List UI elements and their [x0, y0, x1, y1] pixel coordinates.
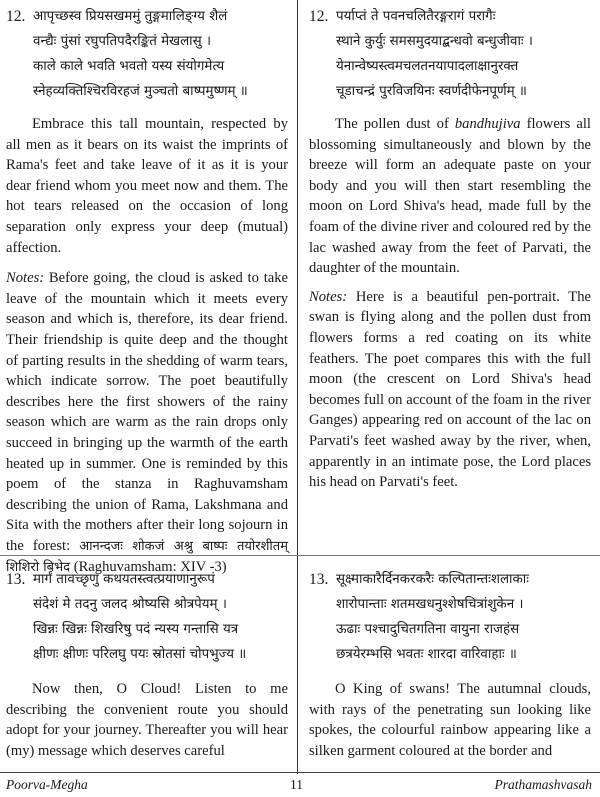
left-column — [6, 4, 288, 579]
translation-text: flowers all blossoming simultaneously and blown by the breeze will form an adequate paste on your body and you will then start resembling the moon on Lord Shiva's head, made full by the foam of the divine river and coloured red by the lac washed away from the feet of Parvati, the daughter of the mountain. — [309, 116, 591, 277]
notes-reference: (Raghuvamsham: XIV -3) — [70, 559, 227, 576]
verse-13-sanskrit-right — [309, 567, 591, 671]
verse-line: काले काले भवति भवतो यस्य संयोगमेत्य — [33, 59, 225, 74]
verse-line: स्नेहव्यक्तिश्चिरविरहजं मुञ्चतो बाष्पमुष्णम् ॥ — [33, 84, 248, 99]
footer-chapter-title: Prathamashvasah — [494, 777, 592, 792]
notes-sanskrit-quote: आनन्दजः शोकजं अश्रु बाष्पः तयोरशीतम् शिशिरो बिभेद — [6, 538, 288, 576]
verse-12-translation: Embrace this tall mountain, respected by all men as it bears on its waist the imprints of Rama's feet and take leave of it as it is your dear friend whom you meet now and them. The hot tears released on the occasion of long separation only express your deep (mutual) affection. — [6, 116, 288, 256]
verse-line: सूक्ष्माकारैर्दिनकरकरैः कल्पितान्तःशलाकाः — [336, 572, 529, 587]
verse-number: 12. — [6, 8, 26, 25]
verse-line: संदेशं मे तदनु जलद श्रोष्यसि श्रोत्रपेयम् । — [33, 597, 227, 612]
footer-rule — [0, 772, 600, 773]
notes-label: Notes: — [309, 288, 348, 305]
notes-text: Here is a beautiful pen-portrait. The swan is flying along and the pollen dust from flowers forms a red coating on its white feathers. The poet compares this with the full moon (the crescent on Lord Shiva's head becomes full on account of the foam in the river Ganges) appearing red on account of the lac on Parvati's feet washed away by the river, when, apparently in an intimate pose, the Lord places his head on Parvati's feet. — [309, 288, 591, 491]
verse-line: ऊढाः पश्चादुचितगतिना वायुना राजहंस — [336, 622, 520, 637]
verse-13-translation: Now then, O Cloud! Listen to me describing the convenient route you should adopt for your journey. Thereafter you will hear (my) message which deserves careful — [6, 681, 288, 759]
left-column-lower — [6, 567, 288, 761]
translation-text: The pollen dust of — [335, 116, 455, 132]
page-number: 11 — [290, 777, 303, 792]
verse-line: येनान्वेष्यस्त्वमचलतनयापादलाक्षानुरक्त — [336, 59, 519, 74]
verse-12-notes-right — [309, 287, 591, 493]
verse-line: खिन्नः खिन्नः शिखरिषु पदं न्यस्य गन्तासि यत्र — [33, 622, 239, 637]
section-divider — [0, 555, 600, 556]
notes-label: Notes: — [6, 270, 45, 287]
verse-line: पर्याप्तं ते पवनचलितैरङ्गरागं परागैः — [336, 9, 496, 24]
right-column — [309, 4, 591, 493]
verse-line: मार्गं तावच्छृणु कथयतस्त्वत्प्रयाणानुरूपं — [33, 572, 215, 587]
verse-line: क्षीणः क्षीणः परिलघु पयः स्रोतसां चोपभुज्य ॥ — [33, 647, 247, 662]
verse-13-translation-right: O King of swans! The autumnal clouds, with rays of the penetrating sun looking like spokes, the colourful rainbow appearing like a silken garment coloured at the border and — [309, 681, 591, 759]
verse-number: 12. — [309, 8, 329, 25]
verse-line: शारोपान्ताः शतमखधनुश्शेषचित्रांशुकेन । — [336, 597, 524, 612]
verse-12-notes — [6, 268, 288, 579]
column-divider — [297, 0, 298, 774]
verse-12-translation-right — [309, 114, 591, 279]
page-footer — [0, 775, 600, 795]
verse-line: वन्द्यैः पुंसां रघुपतिपदैरङ्कितं मेखलासु । — [33, 34, 212, 49]
verse-line: छत्रयेरम्भसि भवतः शारदा वारिवाहाः ॥ — [336, 647, 517, 662]
translation-italic: bandhujiva — [454, 116, 521, 132]
verse-12-sanskrit — [6, 4, 288, 108]
verse-12-sanskrit-right — [309, 4, 591, 108]
verse-line: स्थाने कुर्युः समसमुदयाद्बन्धवो बन्धुजीवाः । — [336, 34, 533, 49]
right-column-lower — [309, 567, 591, 761]
verse-line: आपृच्छस्व प्रियसखममुं तुङ्गमालिङ्ग्य शैलं — [33, 9, 228, 24]
verse-13-sanskrit — [6, 567, 288, 671]
verse-line: चूडाचन्द्रं पुरविजयिनः स्वर्णदीफेनपूर्णम् ॥ — [336, 84, 527, 99]
notes-text: Before going, the cloud is asked to take leave of the mountain which it meets every season and which is, therefore, its dear friend. Their friendship is quite deep and the thought of parting results in the shedding of warm tears, which indicate sorrow. The poet beautifully describes here the first showers of the rainy season which are warm as the rain drops only succeed in bringing up the warmth of the earth heated up in summer. One is reminded by this poem of the stanza in Raghuvamsham describing the union of Rama, Lakshmana and Sita with the mothers after their long sojourn in the forest: — [6, 270, 288, 554]
verse-number: 13. — [6, 571, 26, 588]
footer-section-title: Poorva-Megha — [6, 777, 88, 792]
verse-number: 13. — [309, 571, 329, 588]
